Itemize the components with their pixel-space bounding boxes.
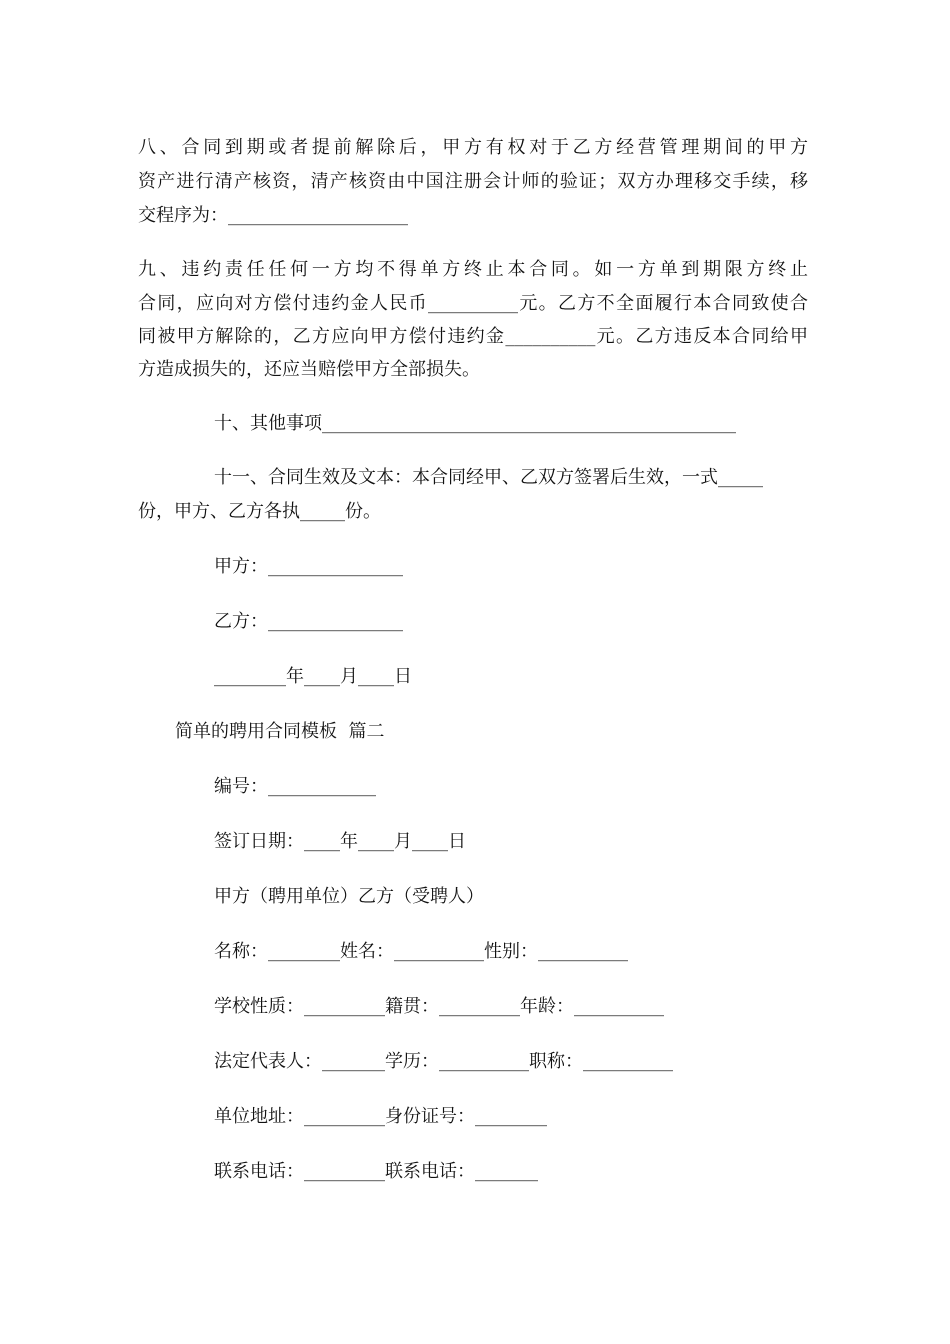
phone-row: 联系电话：_________联系电话：_______ [214,1161,538,1182]
clause-9-line-1: 九、违约责任任何一方均不得单方终止本合同。如一方单到期限方终止 [138,259,808,280]
clause-8-line-2: 资产进行清产核资，清产核资由中国注册会计师的验证；双方办理移交手续，移 [138,171,808,192]
signature-party-b: 乙方：_______________ [214,611,403,632]
parties-line: 甲方（聘用单位）乙方（受聘人） [214,886,484,907]
sign-date-field: 签订日期：____年____月____日 [214,831,466,852]
clause-9-line-4: 方造成损失的，还应当赔偿甲方全部损失。 [138,359,480,380]
clause-11-line-1: 十一、合同生效及文本：本合同经甲、乙双方签署后生效，一式_____ [214,467,763,488]
clause-11-line-2: 份，甲方、乙方各执_____份。 [138,501,381,522]
school-row: 学校性质：_________籍贯：_________年龄：__________ [214,996,664,1017]
clause-8-line-3: 交程序为：____________________ [138,205,408,226]
clause-9-line-2: 合同，应向对方偿付违约金人民币__________元。乙方不全面履行本合同致使合 [138,293,808,314]
representative-row: 法定代表人：_______学历：__________职称：__________ [214,1051,673,1072]
clause-9-line-3: 同被甲方解除的，乙方应向甲方偿付违约金__________元。乙方违反本合同给甲 [138,326,808,347]
signature-date: ________年____月____日 [214,666,412,687]
clause-10-line-1: 十、其他事项______________________________________________ [214,413,736,434]
template-2-heading: 简单的聘用合同模板 篇二 [175,721,385,742]
clause-8-line-1: 八、合同到期或者提前解除后，甲方有权对于乙方经营管理期间的甲方 [138,137,808,158]
name-row: 名称：________姓名：__________性别：__________ [214,941,628,962]
serial-number-field: 编号：____________ [214,776,376,797]
address-row: 单位地址：_________身份证号：________ [214,1106,547,1127]
signature-party-a: 甲方：_______________ [214,556,403,577]
